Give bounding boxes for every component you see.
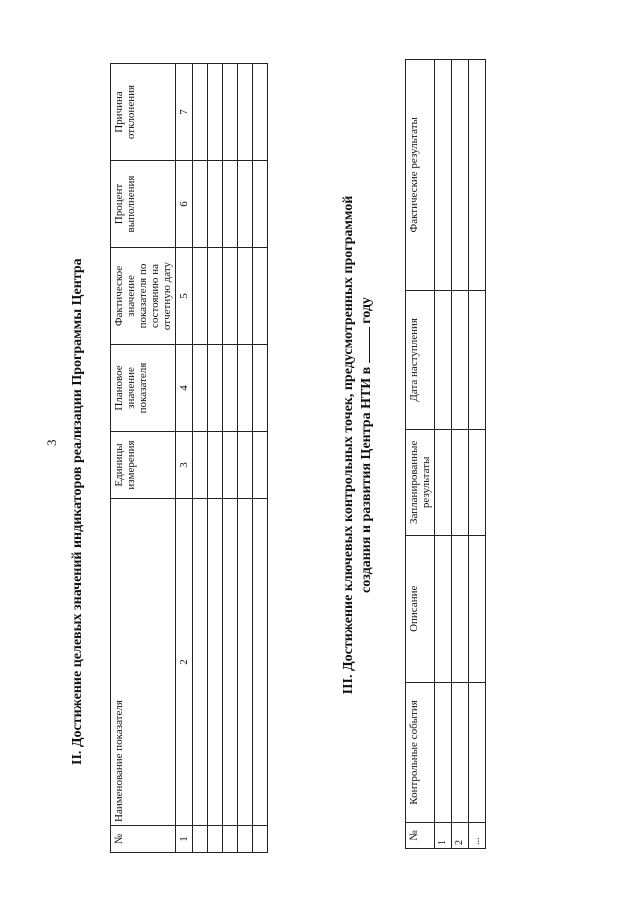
col-number-6: 6 <box>176 161 193 248</box>
table-row <box>253 64 268 853</box>
table-row <box>469 60 486 849</box>
col-percent-header: Процент выполнения <box>111 161 176 248</box>
col-number-7: 7 <box>176 64 193 161</box>
row-label: ... <box>469 822 486 848</box>
col-number-header: № <box>406 822 435 848</box>
col-number-5: 5 <box>176 248 193 345</box>
section-3-title-line1: III. Достижение ключевых контрольных точек, предусмотренных программой <box>341 195 356 695</box>
control-points-table <box>405 59 486 849</box>
col-number-4: 4 <box>176 345 193 432</box>
row-label: 2 <box>452 822 469 848</box>
indicators-table <box>110 63 268 853</box>
table-row <box>435 60 452 849</box>
col-number-header: № <box>111 826 176 853</box>
page-number: 3 <box>44 439 59 446</box>
col-units-header: Единицы измерения <box>111 432 176 499</box>
table-header-row <box>111 64 176 853</box>
table-row <box>238 64 253 853</box>
column-numbers-row <box>176 64 193 853</box>
col-reason-header: Причина отклонения <box>111 64 176 161</box>
section-2-title: II. Достижение целевых значений индикаторов реализации Программы Центра <box>70 258 85 765</box>
col-actual-header: Фактическое значение показателя по состоянию на отчетную дату <box>111 248 176 345</box>
col-actual-results-header: Фактические результаты <box>406 60 435 291</box>
col-planned-header: Плановое значение показателя <box>111 345 176 432</box>
col-events-header: Контрольные события <box>406 683 435 823</box>
year-blank <box>369 327 370 363</box>
title-line2-prefix: создания и развития Центра НТИ в <box>359 366 374 593</box>
title-line2-suffix: году <box>359 297 374 324</box>
table-row <box>223 64 238 853</box>
col-date-header: Дата наступления <box>406 290 435 430</box>
section-3-title-line2 <box>358 145 376 745</box>
table-row <box>452 60 469 849</box>
col-description-header: Описание <box>406 535 435 682</box>
col-indicator-name-header: Наименование показателя <box>111 499 176 826</box>
table-row <box>208 64 223 853</box>
col-planned-results-header: Запланированные результаты <box>406 430 435 535</box>
col-number-1: 1 <box>176 826 193 853</box>
table-header-row <box>406 60 435 849</box>
table-row <box>193 64 208 853</box>
col-number-3: 3 <box>176 432 193 499</box>
section-3-title <box>340 145 376 745</box>
row-label: 1 <box>435 822 452 848</box>
col-number-2: 2 <box>176 499 193 826</box>
